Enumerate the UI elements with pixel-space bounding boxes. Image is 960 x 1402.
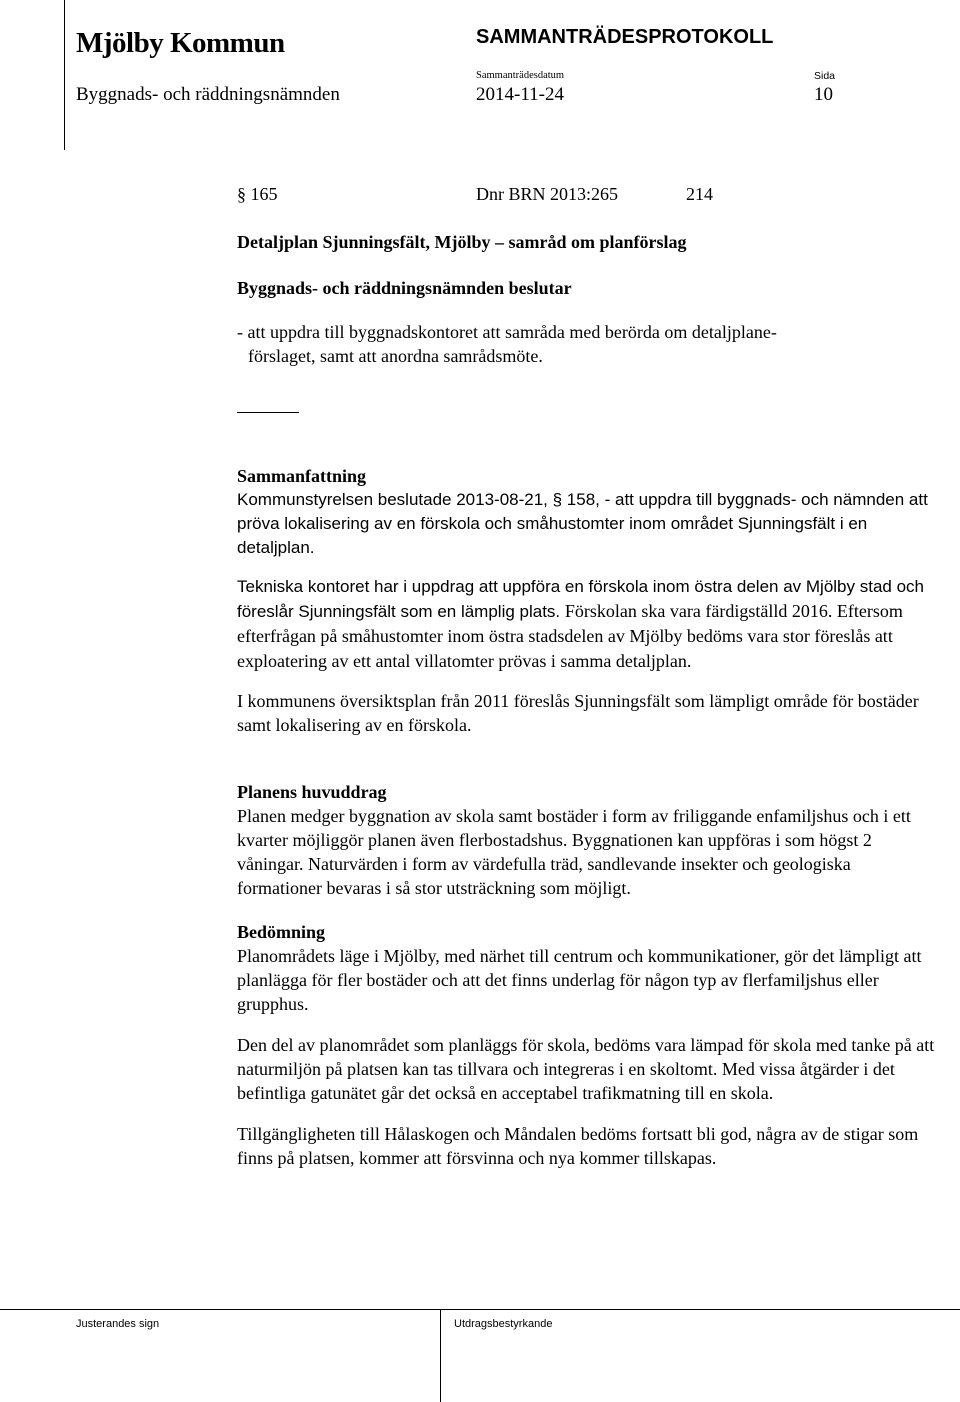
plan-section (237, 780, 937, 900)
separator-line (237, 412, 299, 413)
extract-certification-label: Utdragsbestyrkande (454, 1318, 553, 1330)
assessment-heading: Bedömning (237, 922, 326, 942)
signature-label: Justerandes sign (76, 1318, 160, 1330)
footer-line (0, 1309, 960, 1310)
department-name: Byggnads- och räddningsnämnden (76, 84, 340, 105)
case-dnr: Dnr BRN 2013:265 (476, 184, 619, 204)
assessment-paragraph-3: Tillgängligheten till Hålaskogen och Måndalen bedöms fortsatt bli god, några av de stigar som finns på platsen, kommer att försvinna och nya kommer tillskapas. (237, 1124, 919, 1168)
decision-heading: Byggnads- och räddningsnämnden beslutar (237, 278, 572, 298)
summary-paragraph-2b: Förskolan ska vara färdigställd 2016. Eftersom efterfrågan på småhustomter inom östra stadsdelen av Mjölby bedöms vara stor föreslås att exploatering av ett antal villatomter prövas i samma detaljplan. (237, 601, 903, 671)
case-code: 214 (686, 184, 713, 204)
assessment-paragraph-1: Planområdets läge i Mjölby, med närhet till centrum och kommunikationer, gör det lämpligt att planlägga för fler bostäder och att det finns underlag för någon typ av flerfamiljshus eller grupphus. (237, 946, 922, 1014)
date-label: Sammanträdesdatum (476, 70, 565, 81)
decision-line-1: - att uppdra till byggnadskontoret att samråda med berörda om detaljplane- (237, 322, 777, 342)
case-title: Detaljplan Sjunningsfält, Mjölby – samråd om planförslag (237, 232, 687, 252)
decision-line-2: förslaget, samt att anordna samrådsmöte. (248, 346, 543, 366)
document-type: SAMMANTRÄDESPROTOKOLL (476, 26, 774, 48)
assessment-section (237, 920, 937, 1170)
footer-divider (440, 1309, 441, 1402)
summary-heading: Sammanfattning (237, 466, 367, 486)
case-paragraph: § 165 (237, 184, 278, 204)
organization-name: Mjölby Kommun (76, 27, 285, 59)
summary-paragraph-2a: Tekniska kontoret har i uppdrag att uppföra en förskola inom östra delen av Mjölby stad och föreslår Sjunningsfält som en lämplig plats. (237, 577, 924, 621)
page-label: Sida (814, 70, 836, 82)
assessment-paragraph-2: Den del av planområdet som planläggs för skola, bedöms vara lämpad för skola med tanke på att naturmiljön på platsen kan tas tillvara och integreras i en skoltomt. Med vissa åtgärder i det befintliga gatunätet går det också en acceptabel trafikmatning till en skola. (237, 1035, 935, 1103)
plan-heading: Planens huvuddrag (237, 782, 387, 802)
summary-paragraph-1: Kommunstyrelsen beslutade 2013-08-21, § 158, - att uppdra till byggnads- och nämnden att pröva lokalisering av en förskola och småhustomter inom området Sjunningsfält i en detaljplan. (237, 490, 928, 557)
page-number: 10 (814, 84, 833, 105)
meeting-date: 2014-11-24 (476, 84, 564, 105)
plan-paragraph-1: Planen medger byggnation av skola samt bostäder i form av friliggande enfamiljshus och i ett kvarter möjliggör planen även flerbostadshus. Byggnationen kan uppföras i som högst 2 våningar. Naturvärden i form av värdefulla träd, sandlevande insekter och geologiska formationer bevaras i så stor utsträckning som möjligt. (237, 806, 911, 898)
summary-section (237, 464, 937, 737)
header-margin-line (64, 0, 65, 150)
summary-paragraph-3: I kommunens översiktsplan från 2011 föreslås Sjunningsfält som lämpligt område för bostäder samt lokalisering av en förskola. (237, 691, 919, 735)
summary-paragraph-2 (237, 575, 937, 674)
